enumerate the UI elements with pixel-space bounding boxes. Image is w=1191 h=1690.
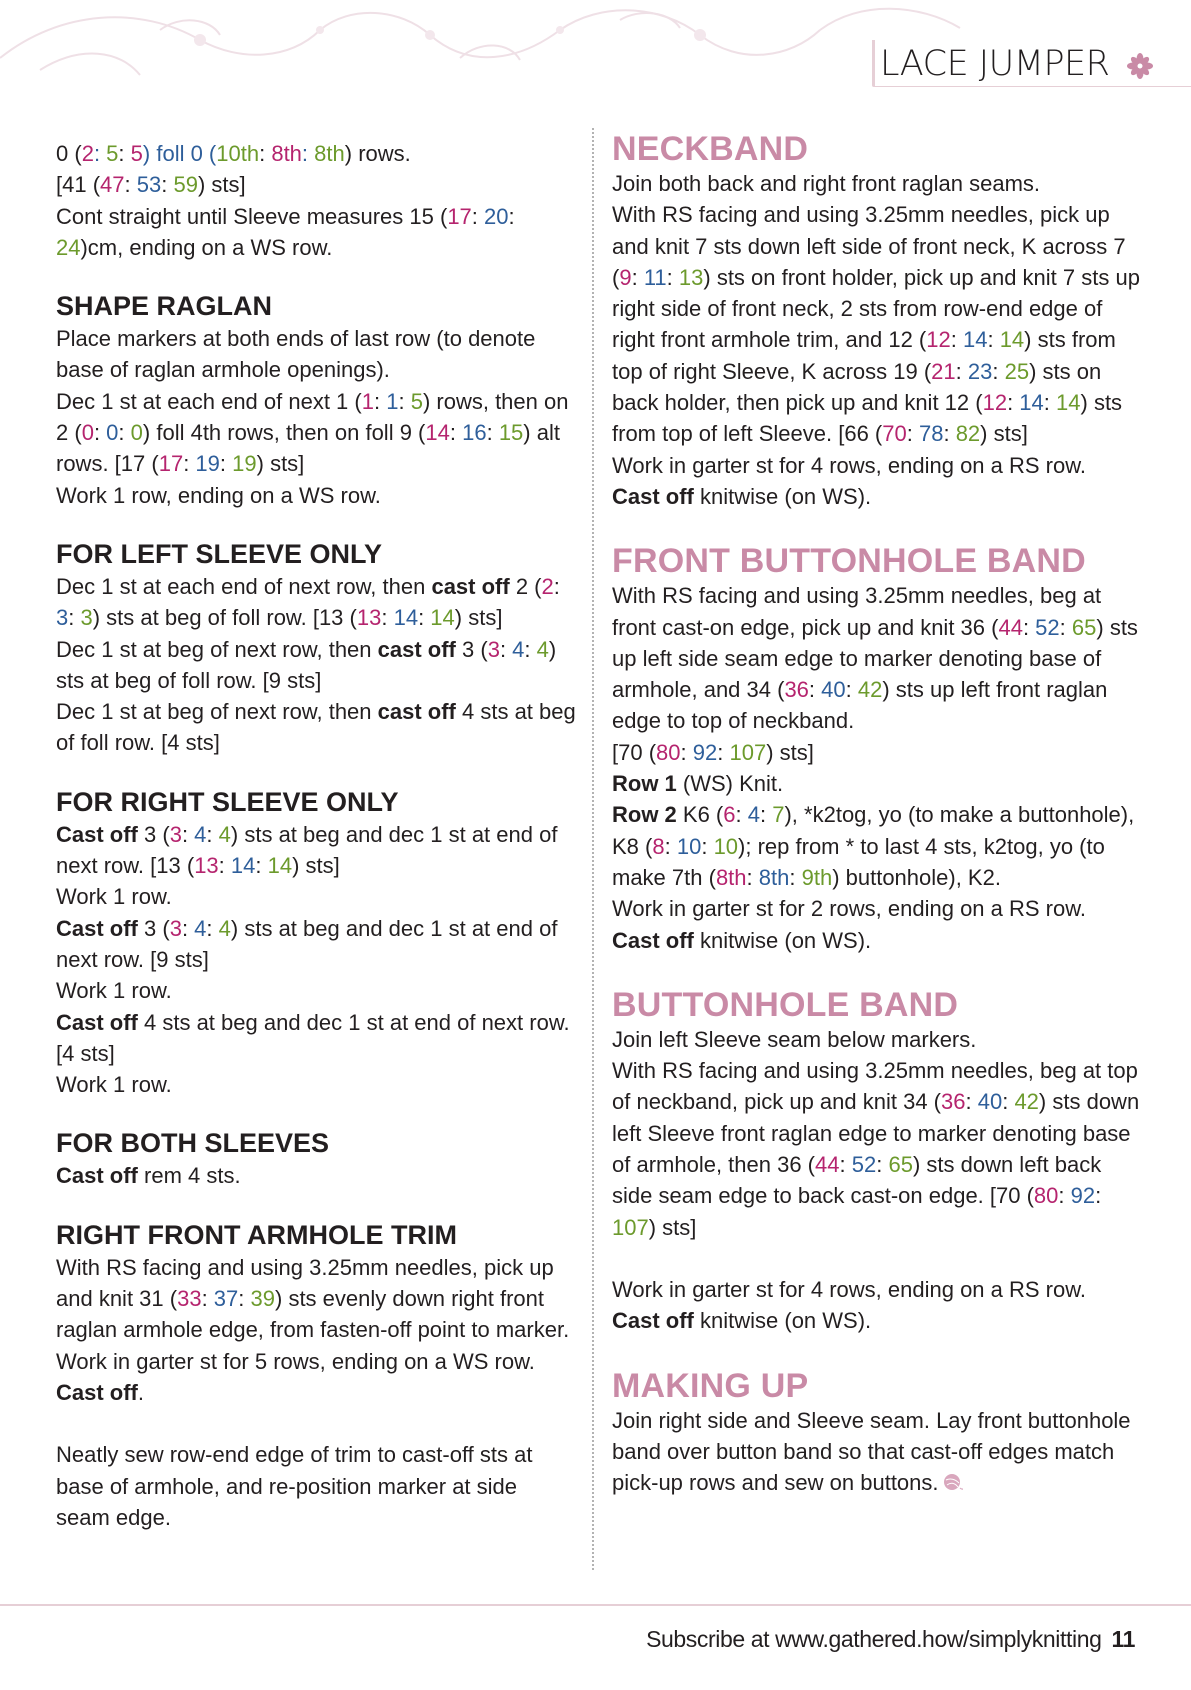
text-run: 4 — [194, 821, 207, 847]
text-run: 9 — [619, 264, 632, 290]
text-run: 8th — [314, 141, 345, 166]
text-run: ) sts] — [197, 172, 246, 198]
text-run: 4 — [194, 915, 207, 941]
text-run: ), *k2tog, yo (to make a buttonhole), K8 ( — [612, 802, 1135, 859]
text-run: 92 — [1070, 1183, 1096, 1209]
text-run: 5 — [130, 141, 143, 166]
text-run: 4 sts at beg of foll row. [4 sts] — [56, 699, 576, 756]
text-run: ) sts on back holder, then pick up and knit 12 ( — [612, 358, 1102, 416]
text-run: 52 — [851, 1152, 877, 1178]
text-run: 14 — [425, 420, 450, 446]
text-run: Cast off — [56, 1379, 138, 1405]
footer — [646, 1626, 1135, 1653]
text-run: 44 — [815, 1152, 840, 1178]
neckband-p3: Work in garter st for 4 rows, ending on a RS row. — [612, 452, 1087, 478]
text-run: : — [118, 420, 131, 446]
text-run: 8 — [652, 833, 665, 859]
text-run: : — [118, 141, 131, 166]
text-run: Cast off — [56, 1163, 138, 1189]
text-run: : — [845, 677, 858, 703]
text-run: : — [631, 264, 644, 290]
text-run: : — [218, 853, 231, 879]
text-run: 14 — [1019, 390, 1044, 416]
column-divider — [592, 128, 594, 1570]
text-run: 33 — [177, 1286, 202, 1312]
text-run: : — [381, 605, 394, 631]
text-run: : — [206, 821, 219, 847]
text-run: Row 2 — [612, 802, 677, 828]
text-run: 80 — [656, 739, 681, 765]
text-run: : — [680, 739, 693, 765]
text-run: 4 sts at beg and dec 1 st at end of next row. [4 sts] — [56, 1009, 570, 1066]
text-run: Dec 1 st at beg of next row, then — [56, 699, 378, 725]
text-run: ) sts at beg of foll row. [13 ( — [92, 605, 357, 631]
heading-left-sleeve: FOR LEFT SLEEVE ONLY — [56, 538, 383, 569]
raglan-p3: Work 1 row, ending on a WS row. — [56, 482, 381, 508]
text-run: 19 — [232, 451, 257, 477]
text-run: 52 — [1035, 614, 1060, 640]
text-run: : — [508, 203, 515, 229]
text-run: 2 — [541, 573, 554, 599]
text-run: 9th — [801, 864, 833, 890]
front-band-p5: Work in garter st for 2 rows, ending on a RS row. — [612, 896, 1087, 922]
neckband-p2 — [612, 199, 1142, 449]
text-run: 2 — [81, 141, 94, 166]
text-run: 11 — [643, 264, 667, 290]
text-run: 12 — [982, 390, 1008, 416]
text-run: 3 — [56, 605, 69, 631]
text-run: 14 — [430, 605, 455, 631]
text-run: 15 — [498, 420, 524, 446]
text-run: : — [183, 451, 196, 477]
left-sleeve-p2 — [56, 634, 576, 697]
text-run: : — [735, 802, 748, 828]
text-run: 40 — [821, 677, 846, 703]
neckband-p1: Join both back and right front raglan seams. — [612, 171, 1041, 196]
text-run: ) sts at beg of foll row. [9 sts] — [56, 636, 557, 693]
text-run: : — [553, 573, 560, 599]
text-run: : — [181, 915, 195, 941]
armhole-trim-p4: Neatly sew row-end edge of trim to cast-off sts at base of armhole, and re-position marker at side seam edge. — [56, 1442, 533, 1530]
band-p4 — [612, 1305, 1142, 1336]
text-run: : — [664, 833, 677, 859]
text-run: 4 — [747, 802, 760, 828]
front-band-p4 — [612, 799, 1142, 893]
making-up-text: Join right side and Sleeve seam. Lay front buttonhole band over button band so that cast-off edges match pick-up rows and sew on buttons. — [612, 1407, 1131, 1496]
intro-line-3 — [56, 201, 576, 264]
text-run: 4 — [218, 915, 231, 941]
text-run: ) sts up left front raglan edge to top of neckband. — [612, 677, 1108, 734]
text-run: 14 — [230, 853, 256, 879]
right-column — [612, 130, 1142, 1498]
footer-rule — [0, 1604, 1191, 1606]
text-run: : — [301, 141, 315, 166]
text-run: : — [238, 1286, 251, 1312]
text-run: 14 — [267, 853, 293, 879]
text-run: knitwise (on WS). — [693, 927, 872, 953]
text-run: 24 — [56, 234, 81, 260]
text-run: : — [449, 420, 463, 446]
front-band-p6 — [612, 925, 1142, 956]
text-run: 82 — [955, 421, 981, 447]
text-run: 14 — [393, 605, 419, 631]
text-run: 13 — [194, 853, 219, 879]
text-run: 16 — [462, 420, 487, 446]
text-run: : — [666, 264, 679, 290]
text-run: 3 — [487, 636, 500, 662]
text-run: : — [955, 358, 968, 384]
right-sleeve-p5 — [56, 1007, 576, 1070]
text-run: : — [524, 636, 537, 662]
text-run: 70 — [882, 421, 907, 447]
text-run: 40 — [977, 1089, 1003, 1115]
text-run: 19 — [195, 451, 220, 477]
text-run: ) sts] — [766, 739, 814, 765]
text-run: ) buttonhole), K2. — [832, 864, 1001, 890]
text-run: : — [1058, 1183, 1071, 1209]
right-sleeve-p6: Work 1 row. — [56, 1072, 172, 1098]
text-run: Cast off — [56, 1009, 138, 1035]
text-run: : — [943, 421, 956, 447]
text-run: : — [839, 1152, 852, 1178]
text-run: 2 ( — [509, 573, 542, 599]
text-run: ) sts up left side seam edge to marker denoting base of armhole, and 34 ( — [612, 614, 1138, 703]
text-run: 12 — [926, 327, 951, 353]
text-run: 3 — [169, 915, 182, 941]
text-run: ) sts] — [454, 605, 503, 631]
text-run: : — [93, 420, 107, 446]
text-run: 23 — [967, 358, 993, 384]
heading-making-up: MAKING UP — [612, 1366, 809, 1405]
text-run: 14 — [999, 327, 1025, 353]
text-run: With RS facing and using 3.25mm needles, pick up and knit 7 sts down left side of front neck, K across 7 ( — [612, 202, 1126, 290]
text-run: 14 — [1056, 390, 1081, 416]
text-run: 6 — [723, 802, 736, 828]
text-run: 4 — [512, 636, 525, 662]
text-run: : — [1095, 1183, 1102, 1209]
text-run: 21 — [931, 358, 956, 384]
text-run: 44 — [998, 614, 1023, 640]
text-run: : — [255, 853, 268, 879]
text-run: 17 — [158, 451, 184, 477]
text-run: : — [471, 203, 485, 229]
text-run: 0 ( — [56, 141, 82, 166]
text-run: 92 — [692, 739, 718, 765]
armhole-trim-p3 — [56, 1377, 576, 1408]
text-run: ) sts at beg and dec 1 st at end of next row. [9 sts] — [56, 915, 558, 972]
text-run: ) sts] — [292, 853, 340, 879]
text-run: 39 — [250, 1286, 275, 1312]
text-run: cast off — [431, 573, 510, 599]
right-sleeve-p3 — [56, 913, 576, 976]
footer-subscribe: Subscribe at www.gathered.how/simplyknitting — [646, 1626, 1102, 1652]
heading-neckband: NECKBAND — [612, 130, 809, 168]
text-run: 3 — [80, 605, 93, 631]
text-run: 1 — [361, 388, 374, 414]
text-run: 20 — [484, 203, 509, 229]
text-run: : — [965, 1089, 978, 1115]
text-run: : — [93, 141, 107, 166]
text-run: : — [1002, 1089, 1015, 1115]
heading-buttonhole-band: BUTTONHOLE BAND — [612, 985, 959, 1024]
text-run: (WS) Knit. — [676, 771, 784, 797]
text-run: : — [950, 327, 963, 353]
text-run: 107 — [729, 739, 767, 765]
right-sleeve-p2: Work 1 row. — [56, 884, 172, 910]
text-run: 8th — [758, 864, 790, 890]
text-run: : — [124, 172, 137, 198]
text-run: 3 — [169, 821, 182, 847]
text-run: ) sts on front holder, pick up and knit 7 sts up right side of front neck, 2 sts from row-end edge of right front armhole trim, and 12 ( — [612, 264, 1140, 353]
text-run: 0 — [106, 420, 119, 446]
left-sleeve-p1 — [56, 571, 576, 634]
text-run: : — [499, 636, 513, 662]
text-run: 47 — [100, 172, 125, 198]
text-run: 8th — [271, 141, 302, 166]
raglan-p1: Place markers at both ends of last row (to denote base of raglan armhole openings). — [56, 326, 536, 383]
text-run: K6 ( — [676, 802, 724, 828]
text-run: 37 — [213, 1286, 239, 1312]
yarn-ball-icon — [943, 1472, 963, 1492]
heading-shape-raglan: SHAPE RAGLAN — [56, 291, 273, 322]
text-run: Cast off — [612, 483, 694, 509]
text-run: Cast off — [56, 915, 138, 941]
text-run: : — [373, 388, 387, 414]
text-run: Dec 1 st at each end of next 1 ( — [56, 388, 362, 414]
text-run: : — [161, 172, 174, 198]
text-run: : — [906, 421, 919, 447]
page-number: 11 — [1111, 1626, 1135, 1652]
text-run: Dec 1 st at beg of next row, then — [56, 636, 378, 662]
band-p3: Work in garter st for 4 rows, ending on a RS row. — [612, 1276, 1087, 1302]
heading-right-sleeve: FOR RIGHT SLEEVE ONLY — [56, 786, 399, 817]
text-run: ) foll 4th rows, then on foll 9 ( — [142, 420, 426, 446]
text-run: ) sts] — [256, 451, 305, 477]
text-run: ) sts from top of left Sleeve. [66 ( — [612, 390, 1123, 447]
text-run: cast off — [377, 699, 456, 725]
text-run: 14 — [962, 327, 988, 353]
text-run: 3 ( — [137, 821, 170, 847]
text-run: : — [1022, 614, 1036, 640]
text-run: knitwise (on WS). — [693, 483, 872, 509]
text-run: 10th — [216, 141, 260, 166]
text-run: [41 ( — [56, 172, 101, 198]
text-run: With RS facing and using 3.25mm needles, pick up and knit 31 ( — [56, 1254, 554, 1312]
text-run: 5 — [410, 388, 423, 414]
heading-front-buttonhole-band: FRONT BUTTONHOLE BAND — [612, 542, 1086, 581]
text-run: rem 4 sts. — [137, 1163, 241, 1189]
text-run: : — [1043, 390, 1057, 416]
text-run: : — [717, 739, 730, 765]
text-run: : — [259, 141, 272, 166]
left-sleeve-p3 — [56, 696, 576, 759]
raglan-p2 — [56, 386, 576, 480]
text-run: : — [808, 677, 822, 703]
text-run: : — [701, 833, 714, 859]
text-run: 3 ( — [137, 915, 170, 941]
text-run: : — [760, 802, 773, 828]
both-sleeves-p1 — [56, 1160, 576, 1191]
text-run: 8th — [715, 864, 747, 890]
text-run: With RS facing and using 3.25mm needles, beg at top of neckband, pick up and knit 34 ( — [612, 1058, 1138, 1115]
text-run: : — [789, 864, 802, 890]
text-run: 17 — [447, 203, 472, 229]
flower-icon — [1127, 53, 1153, 79]
text-run: Cast off — [56, 821, 138, 847]
text-run: ) sts down left back side seam edge to back cast-on edge. [70 ( — [612, 1152, 1102, 1209]
text-run: Cont straight until Sleeve measures 15 ( — [56, 203, 448, 229]
text-run: 65 — [1071, 614, 1097, 640]
text-run: With RS facing and using 3.25mm needles, beg at front cast-on edge, pick up and knit 36 ( — [612, 583, 1102, 640]
text-run: : — [987, 327, 1000, 353]
text-run: : — [418, 605, 431, 631]
text-run: ); rep from * to last 4 sts, k2tog, yo (to make 7th ( — [612, 833, 1105, 890]
front-band-p2 — [612, 737, 1142, 768]
text-run: ) sts] — [648, 1214, 697, 1240]
front-band-p3 — [612, 768, 1142, 799]
text-run: knitwise (on WS). — [693, 1308, 872, 1334]
neckband-p4 — [612, 481, 1142, 512]
text-run: ) foll 0 ( — [142, 141, 217, 166]
text-run: cast off — [377, 636, 456, 662]
right-sleeve-p1 — [56, 819, 576, 882]
intro-line-2 — [56, 169, 576, 200]
text-run: ) sts from top of right Sleeve, K across 19 ( — [612, 327, 1116, 384]
text-run: 0 — [81, 420, 94, 446]
text-run: ) sts] — [980, 421, 1028, 447]
text-run: Cast off — [612, 927, 694, 953]
text-run: 10 — [676, 833, 702, 859]
page-title: LACE JUMPER — [880, 44, 1110, 84]
text-run: 0 — [130, 420, 143, 446]
text-run: 7 — [772, 802, 785, 828]
text-run: : — [181, 821, 195, 847]
text-run: 80 — [1033, 1183, 1059, 1209]
armhole-trim-p2: Work in garter st for 5 rows, ending on a WS row. — [56, 1348, 535, 1374]
text-run: : — [219, 451, 233, 477]
text-run: 36 — [784, 677, 809, 703]
text-run: 78 — [918, 421, 944, 447]
intro-line-1 — [56, 138, 576, 169]
band-p2 — [612, 1055, 1142, 1243]
text-run: ) sts down left Sleeve front raglan edge to marker denoting base of armhole, then 36 ( — [612, 1089, 1140, 1178]
text-run: 4 — [536, 636, 549, 662]
text-run: 3 ( — [455, 636, 488, 662]
text-run: : — [206, 915, 219, 941]
text-run: ) sts at beg and dec 1 st at end of next row. [13 ( — [56, 821, 558, 879]
text-run: : — [398, 388, 411, 414]
text-run: : — [486, 420, 499, 446]
text-run: 65 — [888, 1152, 913, 1178]
text-run: : — [1059, 614, 1072, 640]
text-run: 42 — [857, 677, 883, 703]
text-run: ) rows. — [344, 141, 411, 166]
text-run: . — [137, 1379, 145, 1405]
heading-armhole-trim: RIGHT FRONT ARMHOLE TRIM — [56, 1219, 457, 1250]
text-run: 5 — [106, 141, 119, 166]
front-band-p1 — [612, 580, 1142, 736]
heading-both-sleeves: FOR BOTH SLEEVES — [56, 1128, 330, 1159]
text-run: ) rows, then on 2 ( — [56, 388, 569, 446]
text-run: 1 — [386, 388, 399, 414]
making-up-p1 — [612, 1405, 1142, 1499]
text-run: 25 — [1004, 358, 1030, 384]
text-run: 42 — [1014, 1089, 1039, 1115]
armhole-trim-p1 — [56, 1252, 576, 1346]
text-run: 59 — [173, 172, 198, 198]
text-run: [70 ( — [612, 739, 657, 765]
left-column — [56, 138, 576, 1533]
text-run: 13 — [356, 605, 382, 631]
text-run: Row 1 — [612, 771, 677, 797]
text-run: : — [746, 864, 759, 890]
text-run: : — [1007, 390, 1020, 416]
text-run: )cm, ending on a WS row. — [80, 234, 333, 260]
text-run: Dec 1 st at each end of next row, then — [56, 573, 432, 599]
text-run: : — [201, 1286, 214, 1312]
text-run: : — [992, 358, 1005, 384]
text-run: : — [68, 605, 81, 631]
text-run: ) alt rows. [17 ( — [56, 420, 560, 477]
text-run: 53 — [136, 172, 162, 198]
text-run: 107 — [612, 1214, 649, 1240]
text-run: 36 — [941, 1089, 966, 1115]
text-run: ) sts evenly down right front raglan armhole edge, from fasten-off point to marker. — [56, 1286, 570, 1343]
right-sleeve-p4: Work 1 row. — [56, 978, 172, 1004]
text-run: : — [876, 1152, 889, 1178]
text-run: 13 — [678, 264, 704, 290]
band-p1: Join left Sleeve seam below markers. — [612, 1026, 977, 1052]
text-run: 10 — [713, 833, 739, 859]
text-run: 4 — [218, 821, 231, 847]
text-run: Cast off — [612, 1308, 694, 1334]
